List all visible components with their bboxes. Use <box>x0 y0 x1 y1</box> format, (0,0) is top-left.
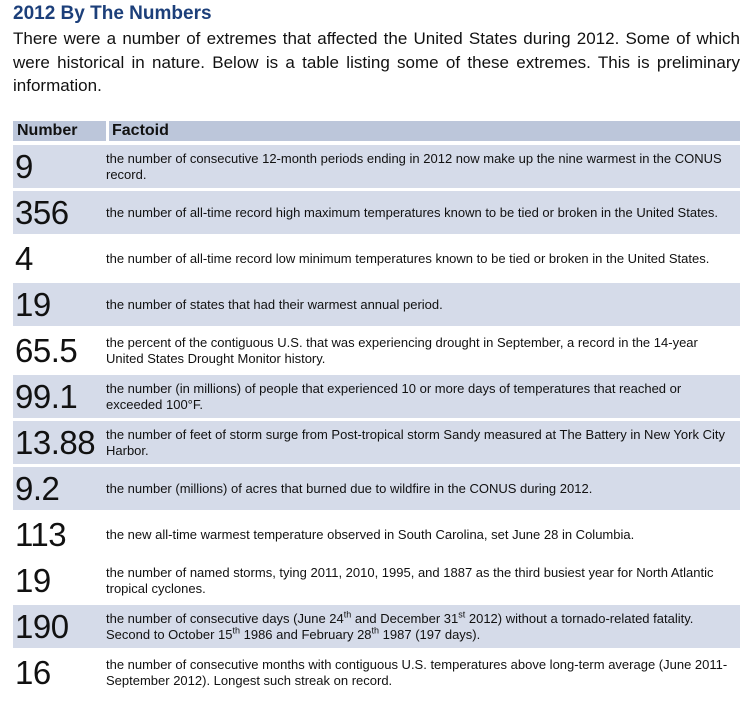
factoid-text: 2012) without a tornado-related fatality. Second to October 15 <box>106 610 694 642</box>
ordinal-suffix: th <box>343 609 352 620</box>
ordinal-suffix: st <box>458 609 466 620</box>
table-row <box>13 375 740 418</box>
ordinal-suffix: th <box>371 625 380 636</box>
table-row <box>13 605 740 648</box>
row-factoid: the number of states that had their warmest annual period. <box>106 283 740 326</box>
table-row <box>13 237 740 280</box>
page-content <box>13 0 740 691</box>
row-number: 9 <box>13 145 106 188</box>
row-number: 19 <box>13 559 106 602</box>
row-number: 13.88 <box>13 421 106 464</box>
table-row <box>13 283 740 326</box>
table-row <box>13 467 740 510</box>
extremes-table <box>13 118 740 697</box>
intro-paragraph: There were a number of extremes that affected the United States during 2012. Some of which were historical in nature. Below is a table listing some of these extremes. This is preliminary information. <box>13 29 740 95</box>
table-row <box>13 329 740 372</box>
row-number: 16 <box>13 651 106 694</box>
column-header-number: Number <box>13 121 106 142</box>
row-factoid: the number of all-time record high maximum temperatures known to be tied or broken in the United States. <box>106 191 740 234</box>
row-factoid: the new all-time warmest temperature observed in South Carolina, set June 28 in Columbia. <box>106 513 740 556</box>
row-number: 356 <box>13 191 106 234</box>
table-row <box>13 513 740 556</box>
row-factoid: the number (millions) of acres that burned due to wildfire in the CONUS during 2012. <box>106 467 740 510</box>
row-number: 4 <box>13 237 106 280</box>
row-factoid: the number of feet of storm surge from Post-tropical storm Sandy measured at The Battery in New York City Harbor. <box>106 421 740 464</box>
row-number: 190 <box>13 605 106 648</box>
table-row <box>13 145 740 188</box>
table-row <box>13 651 740 694</box>
row-factoid: the number of consecutive 12-month periods ending in 2012 now make up the nine warmest in the CONUS record. <box>106 145 740 188</box>
table-header-row <box>13 121 740 142</box>
table-row <box>13 559 740 602</box>
row-factoid: the percent of the contiguous U.S. that was experiencing drought in September, a record in the 14-year United States Drought Monitor history. <box>106 329 740 372</box>
factoid-text: 1986 and February 28 <box>240 626 372 642</box>
row-factoid <box>106 605 740 648</box>
column-header-factoid: Factoid <box>106 121 740 142</box>
page-title: 2012 By The Numbers <box>13 3 212 24</box>
row-factoid: the number of all-time record low minimum temperatures known to be tied or broken in the United States. <box>106 237 740 280</box>
factoid-text: 1987 (197 days). <box>379 626 481 642</box>
row-number: 19 <box>13 283 106 326</box>
row-number: 99.1 <box>13 375 106 418</box>
row-number: 113 <box>13 513 106 556</box>
row-factoid: the number of consecutive months with contiguous U.S. temperatures above long-term average (June 2011-September 2012). Longest such streak on record. <box>106 651 740 694</box>
row-number: 9.2 <box>13 467 106 510</box>
row-number: 65.5 <box>13 329 106 372</box>
ordinal-suffix: th <box>232 625 240 636</box>
factoid-text: the number of consecutive days (June 24 <box>106 610 344 626</box>
factoid-text: and December 31 <box>351 610 459 626</box>
row-factoid: the number (in millions) of people that experienced 10 or more days of temperatures that reached or exceeded 100°F. <box>106 375 740 418</box>
row-factoid: the number of named storms, tying 2011, 2010, 1995, and 1887 as the third busiest year for North Atlantic tropical cyclones. <box>106 559 740 602</box>
table-row <box>13 191 740 234</box>
table-row <box>13 421 740 464</box>
